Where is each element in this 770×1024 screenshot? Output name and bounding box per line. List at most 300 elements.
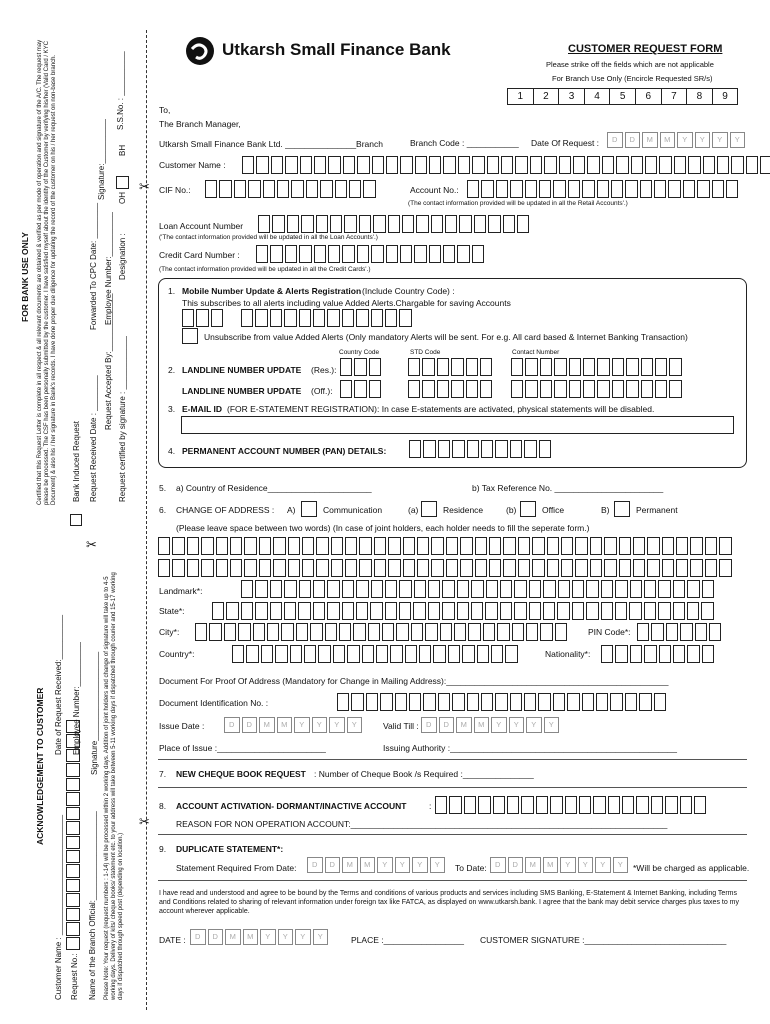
char-box[interactable] [201,537,213,555]
char-box[interactable] [586,580,598,598]
char-box[interactable] [702,645,714,663]
char-box[interactable] [320,180,332,198]
res-contact-boxes[interactable] [511,358,684,376]
char-box[interactable] [501,156,513,174]
char-box[interactable] [558,580,570,598]
char-box[interactable] [477,645,489,663]
char-box[interactable] [524,693,536,711]
char-box[interactable] [666,623,678,641]
char-box[interactable] [559,156,571,174]
char-box[interactable] [380,693,392,711]
char-box[interactable] [694,796,706,814]
char-box[interactable] [270,580,282,598]
char-box[interactable] [371,309,383,327]
char-box[interactable] [230,537,242,555]
char-box[interactable] [637,623,649,641]
char-box[interactable] [431,559,443,577]
char-box[interactable] [232,645,244,663]
unsubscribe-checkbox[interactable] [182,328,198,344]
char-box[interactable] [625,693,637,711]
char-box[interactable] [530,156,542,174]
char-box[interactable] [216,537,228,555]
char-box[interactable] [654,693,666,711]
char-box[interactable] [525,180,537,198]
sr-number-cell[interactable]: 7 [661,88,688,105]
char-box[interactable] [651,623,663,641]
char-box[interactable] [271,156,283,174]
char-box[interactable] [569,380,581,398]
char-box[interactable] [673,645,685,663]
char-box[interactable] [641,358,653,376]
char-box[interactable] [597,358,609,376]
char-box[interactable] [328,245,340,263]
char-box[interactable] [284,580,296,598]
char-box[interactable] [451,358,463,376]
char-box[interactable] [431,215,443,233]
char-box[interactable] [495,693,507,711]
char-box[interactable] [615,580,627,598]
address-line1-boxes[interactable] [158,537,734,555]
char-box[interactable] [241,580,253,598]
char-box[interactable] [285,156,297,174]
char-box[interactable] [630,645,642,663]
char-box[interactable] [561,559,573,577]
char-box[interactable] [205,180,217,198]
char-box[interactable] [211,309,223,327]
char-box[interactable] [524,440,536,458]
char-box[interactable] [489,559,501,577]
char-box[interactable] [746,156,758,174]
char-box[interactable] [688,156,700,174]
char-box[interactable] [416,215,428,233]
char-box[interactable] [597,380,609,398]
char-box[interactable] [429,156,441,174]
char-box[interactable] [521,796,533,814]
char-box[interactable] [575,559,587,577]
char-box[interactable] [246,645,258,663]
account-activation-boxes[interactable] [435,796,708,814]
char-box[interactable] [256,245,268,263]
char-box[interactable] [712,180,724,198]
char-box[interactable] [622,796,634,814]
char-box[interactable] [431,537,443,555]
char-box[interactable] [248,180,260,198]
char-box[interactable] [690,537,702,555]
char-box[interactable] [486,580,498,598]
char-box[interactable] [472,156,484,174]
char-box[interactable] [507,796,519,814]
char-box[interactable] [417,537,429,555]
char-box[interactable] [385,309,397,327]
char-box[interactable] [731,156,743,174]
char-box[interactable] [275,645,287,663]
char-box[interactable] [705,559,717,577]
char-box[interactable] [299,245,311,263]
char-box[interactable] [299,580,311,598]
char-box[interactable] [386,245,398,263]
char-box[interactable] [572,602,584,620]
char-box[interactable] [399,580,411,598]
char-box[interactable] [676,537,688,555]
char-box[interactable] [586,602,598,620]
oh-checkbox[interactable] [116,176,129,189]
char-box[interactable] [230,559,242,577]
char-box[interactable] [550,796,562,814]
char-box[interactable] [372,156,384,174]
char-box[interactable] [505,645,517,663]
char-box[interactable] [604,559,616,577]
char-box[interactable] [647,559,659,577]
char-box[interactable] [457,602,469,620]
char-box[interactable] [423,693,435,711]
char-box[interactable] [633,537,645,555]
nationality-boxes[interactable] [601,645,716,663]
char-box[interactable] [356,602,368,620]
char-box[interactable] [449,796,461,814]
char-box[interactable] [425,623,437,641]
char-box[interactable] [272,215,284,233]
char-box[interactable] [644,580,656,598]
char-box[interactable] [417,559,429,577]
char-box[interactable] [428,602,440,620]
off-country-boxes[interactable] [340,380,383,398]
char-box[interactable] [369,380,381,398]
char-box[interactable] [629,602,641,620]
char-box[interactable] [644,602,656,620]
char-box[interactable] [196,309,208,327]
char-box[interactable] [488,215,500,233]
char-box[interactable] [405,645,417,663]
char-box[interactable] [209,623,221,641]
char-box[interactable] [368,623,380,641]
char-box[interactable] [359,537,371,555]
char-box[interactable] [369,358,381,376]
char-box[interactable] [525,380,537,398]
res-country-boxes[interactable] [340,358,383,376]
char-box[interactable] [428,580,440,598]
char-box[interactable] [331,537,343,555]
char-box[interactable] [313,309,325,327]
char-box[interactable] [474,215,486,233]
char-box[interactable] [583,380,595,398]
char-box[interactable] [402,215,414,233]
char-box[interactable] [433,645,445,663]
char-box[interactable] [385,580,397,598]
char-box[interactable] [301,215,313,233]
char-box[interactable] [415,156,427,174]
char-box[interactable] [201,559,213,577]
char-box[interactable] [569,358,581,376]
char-box[interactable] [327,309,339,327]
char-box[interactable] [503,559,515,577]
char-box[interactable] [658,580,670,598]
char-box[interactable] [330,215,342,233]
char-box[interactable] [342,245,354,263]
char-box[interactable] [331,559,343,577]
footer-date-boxes[interactable]: D D M M Y Y Y Y [190,929,330,945]
char-box[interactable] [333,645,345,663]
char-box[interactable] [690,559,702,577]
char-box[interactable] [687,580,699,598]
char-box[interactable] [273,559,285,577]
char-box[interactable] [612,380,624,398]
landmark-boxes[interactable] [241,580,716,598]
char-box[interactable] [182,309,194,327]
char-box[interactable] [481,440,493,458]
char-box[interactable] [676,559,688,577]
char-box[interactable] [460,537,472,555]
char-box[interactable] [483,623,495,641]
char-box[interactable] [472,245,484,263]
char-box[interactable] [518,537,530,555]
communication-checkbox[interactable] [301,501,317,517]
char-box[interactable] [668,180,680,198]
char-box[interactable] [385,602,397,620]
char-box[interactable] [335,180,347,198]
char-box[interactable] [388,215,400,233]
char-box[interactable] [388,537,400,555]
char-box[interactable] [493,796,505,814]
char-box[interactable] [273,537,285,555]
char-box[interactable] [511,380,523,398]
char-box[interactable] [353,623,365,641]
char-box[interactable] [187,537,199,555]
char-box[interactable] [673,602,685,620]
char-box[interactable] [475,559,487,577]
issue-date-boxes[interactable]: D D M M Y Y Y Y [224,717,364,733]
pan-boxes[interactable] [409,440,553,458]
char-box[interactable] [496,180,508,198]
char-box[interactable] [316,559,328,577]
char-box[interactable] [612,358,624,376]
credit-card-boxes[interactable] [256,245,486,263]
country-boxes[interactable] [232,645,520,663]
char-box[interactable] [255,309,267,327]
char-box[interactable] [238,623,250,641]
account-no-boxes[interactable] [467,180,740,198]
char-box[interactable] [503,215,515,233]
char-box[interactable] [511,358,523,376]
char-box[interactable] [452,440,464,458]
state-boxes[interactable] [212,602,716,620]
char-box[interactable] [640,180,652,198]
char-box[interactable] [234,180,246,198]
char-box[interactable] [277,180,289,198]
char-box[interactable] [532,559,544,577]
char-box[interactable] [601,580,613,598]
char-box[interactable] [340,358,352,376]
char-box[interactable] [626,358,638,376]
char-box[interactable] [659,156,671,174]
office-checkbox[interactable] [520,501,536,517]
char-box[interactable] [532,537,544,555]
char-box[interactable] [547,559,559,577]
char-box[interactable] [370,602,382,620]
char-box[interactable] [611,180,623,198]
char-box[interactable] [414,580,426,598]
char-box[interactable] [354,358,366,376]
char-box[interactable] [349,180,361,198]
char-box[interactable] [525,358,537,376]
char-box[interactable] [313,580,325,598]
char-box[interactable] [467,440,479,458]
char-box[interactable] [422,380,434,398]
char-box[interactable] [651,796,663,814]
char-box[interactable] [601,602,613,620]
char-box[interactable] [327,580,339,598]
char-box[interactable] [539,440,551,458]
char-box[interactable] [328,156,340,174]
char-box[interactable] [158,559,170,577]
char-box[interactable] [500,580,512,598]
char-box[interactable] [610,693,622,711]
char-box[interactable] [547,537,559,555]
char-box[interactable] [654,180,666,198]
char-box[interactable] [683,180,695,198]
char-box[interactable] [354,380,366,398]
char-box[interactable] [702,580,714,598]
char-box[interactable] [582,693,594,711]
char-box[interactable] [553,693,565,711]
char-box[interactable] [553,180,565,198]
char-box[interactable] [480,380,492,398]
char-box[interactable] [356,309,368,327]
char-box[interactable] [244,537,256,555]
pin-boxes[interactable] [637,623,723,641]
char-box[interactable] [435,796,447,814]
char-box[interactable] [437,358,449,376]
char-box[interactable] [363,180,375,198]
char-box[interactable] [460,559,472,577]
char-box[interactable] [539,180,551,198]
char-box[interactable] [314,156,326,174]
char-box[interactable] [604,537,616,555]
char-box[interactable] [357,245,369,263]
char-box[interactable] [608,796,620,814]
char-box[interactable] [437,380,449,398]
char-box[interactable] [440,623,452,641]
char-box[interactable] [471,602,483,620]
char-box[interactable] [306,180,318,198]
char-box[interactable] [371,580,383,598]
date-of-request-boxes[interactable]: D D M M Y Y Y Y [607,132,747,148]
char-box[interactable] [573,156,585,174]
char-box[interactable] [458,156,470,174]
char-box[interactable] [518,559,530,577]
char-box[interactable] [226,602,238,620]
char-box[interactable] [442,580,454,598]
char-box[interactable] [288,537,300,555]
char-box[interactable] [403,559,415,577]
char-box[interactable] [572,580,584,598]
city-boxes[interactable] [195,623,569,641]
char-box[interactable] [284,602,296,620]
char-box[interactable] [587,156,599,174]
sr-number-cell[interactable]: 9 [712,88,739,105]
char-box[interactable] [253,623,265,641]
sr-number-cell[interactable]: 3 [558,88,585,105]
sr-number-cell[interactable]: 6 [635,88,662,105]
char-box[interactable] [448,645,460,663]
char-box[interactable] [517,215,529,233]
char-box[interactable] [382,623,394,641]
char-box[interactable] [719,537,731,555]
char-box[interactable] [339,623,351,641]
char-box[interactable] [641,380,653,398]
char-box[interactable] [414,245,426,263]
char-box[interactable] [390,645,402,663]
sr-number-cell[interactable]: 5 [609,88,636,105]
char-box[interactable] [302,559,314,577]
char-box[interactable] [554,358,566,376]
char-box[interactable] [285,245,297,263]
char-box[interactable] [442,602,454,620]
char-box[interactable] [478,796,490,814]
char-box[interactable] [443,156,455,174]
char-box[interactable] [500,602,512,620]
char-box[interactable] [515,156,527,174]
char-box[interactable] [345,559,357,577]
char-box[interactable] [567,693,579,711]
char-box[interactable] [411,623,423,641]
email-input-box[interactable] [181,416,734,434]
char-box[interactable] [647,537,659,555]
char-box[interactable] [400,245,412,263]
char-box[interactable] [263,180,275,198]
char-box[interactable] [366,693,378,711]
char-box[interactable] [400,156,412,174]
char-box[interactable] [356,580,368,598]
char-box[interactable] [219,180,231,198]
char-box[interactable] [644,645,656,663]
char-box[interactable] [543,602,555,620]
char-box[interactable] [512,623,524,641]
sr-number-cell[interactable]: 4 [584,88,611,105]
char-box[interactable] [464,796,476,814]
char-box[interactable] [284,309,296,327]
sr-number-cell[interactable]: 1 [507,88,534,105]
char-box[interactable] [615,645,627,663]
char-box[interactable] [267,623,279,641]
char-box[interactable] [259,537,271,555]
char-box[interactable] [299,309,311,327]
char-box[interactable] [327,602,339,620]
char-box[interactable] [316,537,328,555]
char-box[interactable] [680,796,692,814]
char-box[interactable] [655,380,667,398]
char-box[interactable] [665,796,677,814]
char-box[interactable] [374,537,386,555]
char-box[interactable] [388,559,400,577]
char-box[interactable] [590,559,602,577]
char-box[interactable] [590,537,602,555]
char-box[interactable] [491,645,503,663]
char-box[interactable] [345,537,357,555]
char-box[interactable] [347,645,359,663]
char-box[interactable] [376,645,388,663]
char-box[interactable] [351,693,363,711]
char-box[interactable] [583,358,595,376]
char-box[interactable] [468,623,480,641]
char-box[interactable] [342,602,354,620]
char-box[interactable] [529,602,541,620]
char-box[interactable] [480,358,492,376]
char-box[interactable] [281,623,293,641]
char-box[interactable] [489,537,501,555]
sr-number-cell[interactable]: 8 [686,88,713,105]
char-box[interactable] [555,623,567,641]
char-box[interactable] [459,215,471,233]
